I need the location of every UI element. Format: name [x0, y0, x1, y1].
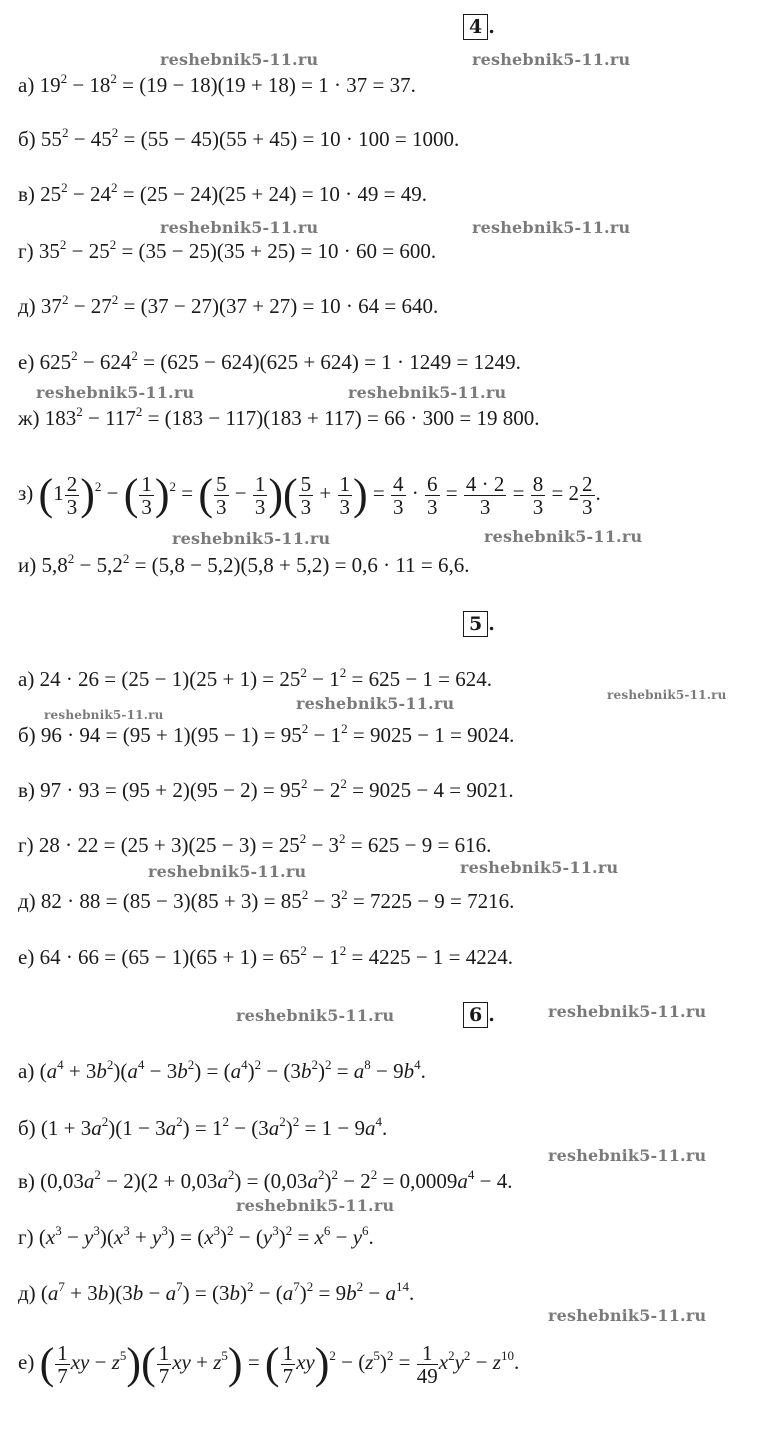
- solution-line: г) $35^2 - 25^2 = (35 - 25)(35 + 25) = 10 \cdot 60 = 600$.: [18, 237, 437, 263]
- watermark: reshebnik5-11.ru: [36, 383, 195, 402]
- watermark: reshebnik5-11.ru: [607, 688, 727, 702]
- watermark: reshebnik5-11.ru: [472, 218, 631, 237]
- solution-line: е) $625^2 - 624^2 = (625 - 624)(625 + 624) = 1 \cdot 1249 = 1249$.: [18, 348, 521, 374]
- solution-line: д) $(a^7 + 3b)(3b - a^7) = (3b)^2 - (a^7)^2 = 9b^2 - a^{14}$.: [18, 1279, 415, 1305]
- solution-line: д) $37^2 - 27^2 = (37 - 27)(37 + 27) = 10 \cdot 64 = 640$.: [18, 292, 439, 318]
- watermark: reshebnik5-11.ru: [548, 1306, 707, 1325]
- solution-line: д) $82 \cdot 88 = (85 - 3)(85 + 3) = 85^2 - 3^2 = 7225 - 9 = 7216$.: [18, 887, 515, 913]
- watermark: reshebnik5-11.ru: [548, 1002, 707, 1021]
- solution-line: г) $28 \cdot 22 = (25 + 3)(25 - 3) = 25^2 - 3^2 = 625 - 9 = 616$.: [18, 831, 492, 857]
- solution-line: б) $96 \cdot 94 = (95 + 1)(95 - 1) = 95^2 - 1^2 = 9025 - 1 = 9024$.: [18, 721, 515, 747]
- watermark: reshebnik5-11.ru: [160, 218, 319, 237]
- watermark: reshebnik5-11.ru: [160, 50, 319, 69]
- watermark: reshebnik5-11.ru: [148, 862, 307, 881]
- solution-line: б) $(1 + 3a^2)(1 - 3a^2) = 1^2 - (3a^2)^2 = 1 - 9a^4$.: [18, 1114, 388, 1140]
- solution-line: в) $25^2 - 24^2 = (25 - 24)(25 + 24) = 10 \cdot 49 = 49$.: [18, 180, 427, 206]
- watermark: reshebnik5-11.ru: [548, 1146, 707, 1165]
- watermark: reshebnik5-11.ru: [296, 694, 455, 713]
- watermark: reshebnik5-11.ru: [44, 708, 164, 722]
- solution-line: в) $97 \cdot 93 = (95 + 2)(95 - 2) = 95^2 - 2^2 = 9025 - 4 = 9021$.: [18, 776, 514, 802]
- solution-line: е) $64 \cdot 66 = (65 - 1)(65 + 1) = 65^2 - 1^2 = 4225 - 1 = 4224$.: [18, 943, 514, 969]
- solution-line: е) ( $\frac{1}{7}$ xy − $z^5$)( $\frac{1}{7}$ xy + $z^5$) = ( $\frac{1}{7}$ $xy)^2 - (z^5)^2$ = $\frac{1}{49}$ $x^2y^2 - z^{10}$.: [18, 1339, 520, 1389]
- solution-line: в) $(0,03a^2 - 2)(2 + 0,03a^2) = (0,03a^2)^2 - 2^2 = 0,0009a^4 - 4$.: [18, 1167, 513, 1193]
- watermark: reshebnik5-11.ru: [236, 1006, 395, 1025]
- exercise-number-4: 4 .: [463, 14, 495, 40]
- watermark: reshebnik5-11.ru: [236, 1196, 395, 1215]
- watermark: reshebnik5-11.ru: [484, 527, 643, 546]
- solution-line: б) $55^2 - 45^2 = (55 - 45)(55 + 45) = 10 \cdot 100 = 1000$.: [18, 125, 460, 151]
- watermark: reshebnik5-11.ru: [348, 383, 507, 402]
- solution-line: а) $24 \cdot 26 = (25 - 1)(25 + 1) = 25^2 - 1^2 = 625 - 1 = 624$.: [18, 665, 493, 691]
- solution-line: ж) $183^2 - 117^2 = (183 - 117)(183 + 117) = 66 \cdot 300 = 19$ 800.: [18, 404, 540, 430]
- watermark: reshebnik5-11.ru: [460, 858, 619, 877]
- exercise-number-6: 6 .: [463, 1002, 495, 1028]
- solution-line: г) $(x^3 - y^3)(x^3 + y^3) = (x^3)^2 - (y^3)^2 = x^6 - y^6$.: [18, 1223, 374, 1249]
- solution-line: з) (1 $\frac{2}{3}$ )$^2$ − ( $\frac{1}{3}$ )$^2$ = ( $\frac{5}{3}$ − $\frac{1}{3}$ )( $\frac{5}{3}$ + $\frac{1}{3}$ ) = $\frac{4}{3}$ · $\frac{6}{3}$ = $\frac{4 \cdot 2}{3}$ = $\frac{8}{3}$ = 2 $\frac{2}{3}$ .: [18, 470, 601, 520]
- solution-line: и) $5,8^2 - 5,2^2 = (5,8 - 5,2)(5,8 + 5,2) = 0,6 \cdot 11 = 6,6$.: [18, 551, 470, 577]
- watermark: reshebnik5-11.ru: [172, 529, 331, 548]
- exercise-number-5: 5 .: [463, 611, 495, 637]
- watermark: reshebnik5-11.ru: [472, 50, 631, 69]
- solution-line: а) $19^2 - 18^2 = (19 - 18)(19 + 18) = 1 \cdot 37 = 37$.: [18, 71, 416, 97]
- solution-line: а) $(a^4 + 3b^2)(a^4 - 3b^2) = (a^4)^2 - (3b^2)^2 = a^8 - 9b^4$.: [18, 1057, 426, 1083]
